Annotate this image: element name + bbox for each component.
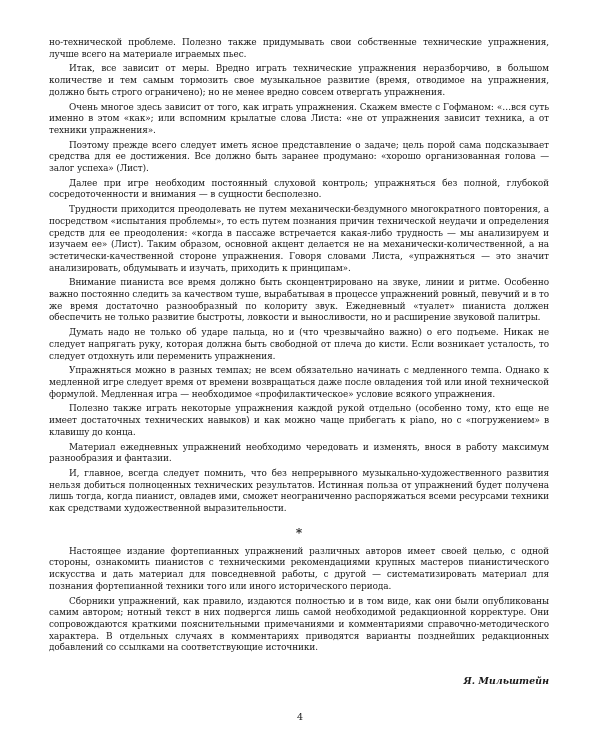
author-signature: Я. Мильштейн [463, 676, 549, 687]
section-separator: * [295, 525, 303, 540]
paragraph: Очень многое здесь зависит от того, как играть упражнения. Скажем вместе с Гофманом: «…вся суть именно в этом «как»; или вспомним крылатые слова Листа: «не от упражнения зависит техника, а от техники упражнения». [49, 102, 549, 136]
paragraph: Сборники упражнений, как правило, издаются полностью и в том виде, как они были опубликованы самим автором; нотный текст в них подвергся лишь самой необходимой редакционной корректуре. Они сопровождаются краткими пояснительными примечаниями и комментариями справочно-методического характера. В отдельных случаях в комментариях приводятся варианты позднейших редакционных добавлений со ссылками на соответствующие источники. [49, 596, 549, 654]
body-text [49, 38, 549, 658]
paragraph: Упражняться можно в разных темпах; не всем обязательно начинать с медленного темпа. Однако к медленной игре следует время от времени возвращаться даже после овладения той или иной технической формулой. Медленная игра — необходимое «профилактическое» условие всякого упражнения. [49, 366, 549, 400]
paragraph: Полезно также играть некоторые упражнения каждой рукой отдельно (особенно тому, кто еще не имеет достаточных технических навыков) и как можно чаще прибегать к piano, но с «погружением» в клавишу до конца. [49, 404, 549, 438]
paragraph: Далее при игре необходим постоянный слуховой контроль; упражняться без полной, глубокой сосредоточенности и внимания — в сущности бесполезно. [49, 178, 549, 201]
paragraph: Настоящее издание фортепианных упражнений различных авторов имеет своей целью, с одной стороны, ознакомить пианистов с техническими рекомендациями крупных мастеров пианистического искусства и дать материал для повседневной работы, с другой — систематизировать материал для познания фортепианной техники того или иного исторического периода. [49, 546, 549, 592]
paragraph: Внимание пианиста все время должно быть сконцентрировано на звуке, линии и ритме. Особенно важно постоянно следить за качеством туше, вырабатывая в процессе упражнений ровный, певучий и в то же время достаточно разнообразный по колориту звук. Ежедневный «туалет» пианиста должен обеспечить не только развитие быстроты, ловкости и выносливости, но и расширение звуковой палитры. [49, 278, 549, 324]
paragraph: Трудности приходится преодолевать не путем механически-бездумного многократного повторения, а посредством «испытания проблемы», то есть путем познания причин технической неудачи и определения средств для ее преодоления: «когда в пассаже встречается какая-либо трудность — мы анализируем и изучаем ее» (Лист). Таким образом, основной акцент делается не на механически-количественной, а на эстетически-качественной стороне упражнения. Говоря словами Листа, «упражняться — это значит анализировать, обдумывать и изучать, приходить к принципам». [49, 205, 549, 274]
paragraph: Материал ежедневных упражнений необходимо чередовать и изменять, внося в работу максимум разнообразия и фантазии. [49, 442, 549, 465]
paragraph: но-технической проблеме. Полезно также придумывать свои собственные технические упражнения, лучше всего на материале играемых пьес. [49, 38, 549, 60]
paragraph: Думать надо не только об ударе пальца, но и (что чрезвычайно важно) о его подъеме. Никак не следует напрягать руку, которая должна быть свободной от плеча до кисти. Если возникает усталость, то следует отдохнуть или переменить упражнения. [49, 328, 549, 362]
page-number: 4 [296, 712, 304, 723]
paragraph: Поэтому прежде всего следует иметь ясное представление о задаче; цель порой сама подсказывает средства для ее достижения. Все должно быть заранее продумано: «хорошо организованная голова — залог успеха» (Лист). [49, 140, 549, 175]
paragraph: Итак, все зависит от меры. Вредно играть технические упражнения неразборчиво, в большом количестве и тем самым тормозить свое музыкальное развитие (время, отводимое на упражнения, должно быть строго ограничено); но не менее вредно совсем отвергать упражнения. [49, 64, 549, 98]
paragraph: И, главное, всегда следует помнить, что без непрерывного музыкально-художественного развития нельзя добиться полноценных технических результатов. Истинная польза от упражнений будет получена лишь тогда, когда пианист, овладев ими, сможет неограниченно распоряжаться всеми ресурсами техники как средствами художественной выразительности. [49, 468, 549, 515]
